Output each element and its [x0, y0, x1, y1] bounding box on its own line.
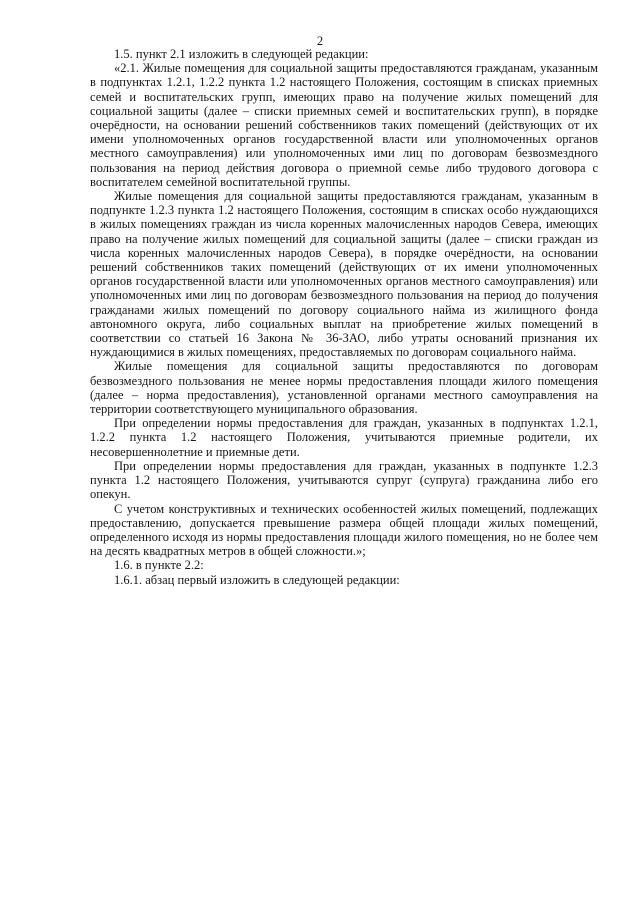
paragraph-foster-parents: При определении нормы предоставления для граждан, указанных в подпунктах 1.2.1, 1.2.2 пункта 1.2 настоящего Положения, учитываются приемные родители, их несовершеннолетние и приемные дети. — [90, 416, 598, 459]
paragraph-norm-of-provision: Жилые помещения для социальной защиты предоставляются по договорам безвозмездного пользования не менее нормы предоставления площади жилого помещения (далее – норма предоставления), установленной органами местного самоуправления на территории соответствующего муниципального образования. — [90, 359, 598, 417]
paragraph-indigenous-peoples: Жилые помещения для социальной защиты предоставляются гражданам, указанным в подпункте 1.2.3 пункта 1.2 настоящего Положения, состоящим в списках особо нуждающихся в жилых помещениях граждан из числа коренных малочисленных народов Севера, имеющих право на получение жилых помещений для социальной защиты (далее – списки граждан из числа коренных малочисленных народов Севера), в порядке очерёдности, на основании решений собственников таких помещений (действующих от их имени уполномоченных органов государственной власти или уполномоченных органов местного самоуправления) или уполномоченных ими лиц по договорам безвозмездного пользования на период до получения гражданами жилых помещений по договору социального найма из жилищного фонда автономного округа, либо социальных выплат на приобретение жилых помещений в соответствии со статьей 16 Закона № 36-ЗАО, либо утраты оснований признания их нуждающимися в жилых помещениях, предоставляемых по договорам социального найма. — [90, 189, 598, 360]
paragraph-2-1-intro: «2.1. Жилые помещения для социальной защиты предоставляются гражданам, указанным в подпунктах 1.2.1, 1.2.2 пункта 1.2 настоящего Положения, состоящим в списках приемных семей и воспитательских групп, имеющих право на получение жилых помещений для социальной защиты (далее – списки приемных семей и воспитательских групп), в порядке очерёдности, на основании решений собственников таких помещений (действующих от их имени уполномоченных органов государственной власти или уполномоченных органов местного самоуправления) или уполномоченных ими лиц по договорам безвозмездного пользования на период действия договора о приемной семье либо трудового договора с воспитателем семейной воспитательной группы. — [90, 61, 598, 189]
paragraph-1-5: 1.5. пункт 2.1 изложить в следующей редакции: — [114, 47, 369, 61]
paragraph-1-6-1: 1.6.1. абзац первый изложить в следующей редакции: — [114, 572, 400, 587]
paragraph-area-excess: С учетом конструктивных и технических особенностей жилых помещений, подлежащих предоставлению, допускается превышение размера общей площади жилых помещений, определенного исходя из нормы предоставления площади жилого помещения, но не более чем на десять квадратных метров в общей сложности.»; — [90, 501, 598, 559]
paragraph-spouse-guardian: При определении нормы предоставления для граждан, указанных в подпункте 1.2.3 пункта 1.2 настоящего Положения, учитываются супруг (супруга) гражданина либо его опекун. — [90, 458, 598, 502]
page-number: 2 — [316, 34, 324, 48]
document-body — [90, 47, 598, 587]
paragraph-1-6: 1.6. в пункте 2.2: — [114, 558, 204, 573]
